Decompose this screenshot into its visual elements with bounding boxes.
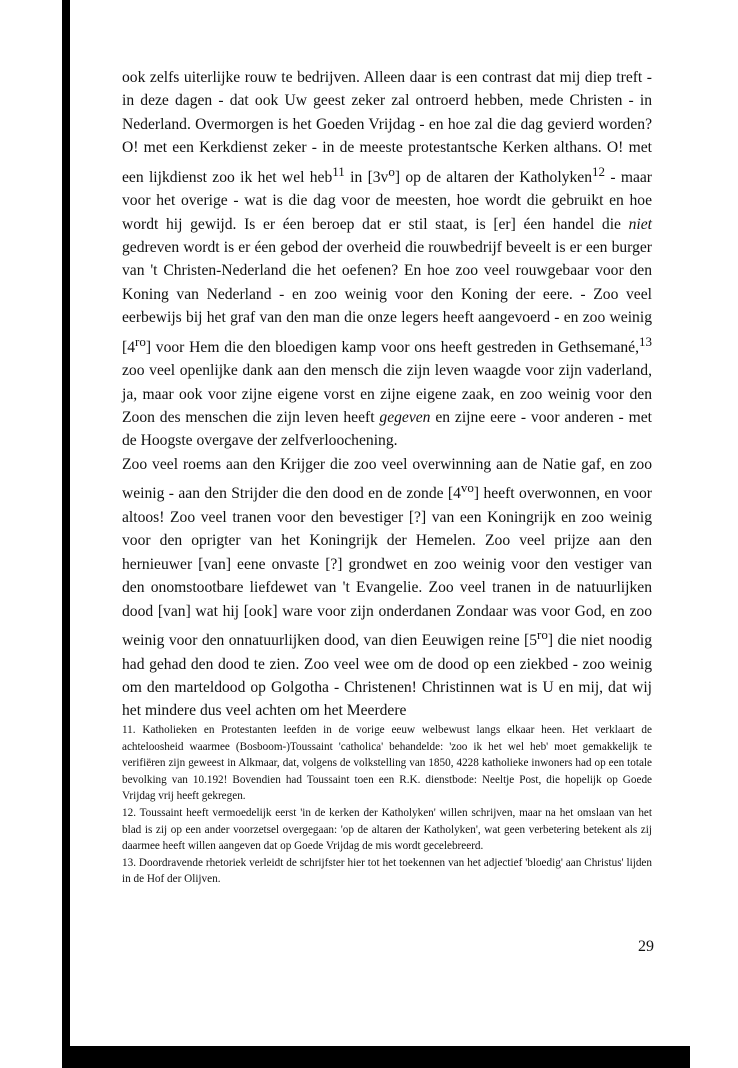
text-run: zoo veel openlijke dank aan den mensch die zijn leven waagde voor zijn vaderland, ja, maar ook voor zijne eigene vorst en zijne eigene zaak, en zoo weinig voor den Zoon des menschen die zijn leven heeft (122, 362, 652, 427)
text-run: en zijne eere - voor anderen - met de Hoogste overgave der zelfverloochening. (122, 409, 652, 450)
folio-superscript: ro (537, 626, 548, 642)
emphasis-niet: niet (628, 215, 652, 233)
emphasis-gegeven: gegeven (379, 409, 431, 427)
text-run: ] die niet noodig had gehad den dood te zien. Zoo veel wee om de dood op een ziekbed - zoo weinig om den marteldood op Golgotha - Christenen! Christinnen wat is U en mij, dat wij het mindere dus veel achten om het Meerdere (122, 632, 652, 720)
scan-edge-left (62, 0, 70, 1068)
main-text (122, 66, 652, 723)
folio-superscript: o (388, 163, 395, 179)
paragraph-1 (122, 66, 652, 453)
footnote-12: 12. Toussaint heeft vermoedelijk eerst 'in de kerken der Katholyken' willen schrijven, maar na het omslaan van het blad is zij op een ander voorzetsel overgegaan: 'op de altaren der Katholyken', wat geen verbetering betekent als zij daarmee heeft willen aangeven dat op Goede Vrijdag de mis wordt gecelebreerd. (122, 806, 652, 853)
folio-superscript: ro (135, 333, 146, 349)
text-run: gedreven wordt is er éen gebod der overheid die rouwbedrijf beveelt is er een burger van 't Christen-Nederland die het oefenen? En hoe zoo veel rouwgebaar voor den Koning van Nederland - en zoo weinig voor den Koning der eere. - Zoo veel eerbewijs bij het graf van den man die onze legers heeft aangevoerd - en zoo weinig [4 (122, 239, 652, 356)
paragraph-2 (122, 453, 652, 723)
footnote-ref-12: 12 (592, 163, 606, 179)
text-run: in [3v (344, 168, 389, 186)
scan-edge-bottom (62, 1046, 690, 1068)
text-run: Zoo veel roems aan den Krijger die zoo veel overwinning aan de Natie gaf, en zoo weinig - aan den Strijder die den dood en de zonde [4 (122, 455, 652, 503)
footnotes (122, 722, 652, 888)
text-run: ] heeft overwonnen, en voor altoos! Zoo veel tranen voor den bevestiger [?] van een Koningrijk en zoo weinig voor den oprigter van het Koningrijk der Hemelen. Zoo veel prijze aan den hernieuwer [van] eene onvaste [?] grondwet en zoo weinig voor den vestiger van den onomstootbare liefdewet van 't Evangelie. Zoo veel tranen in de natuurlijken dood [van] wat hij [ook] ware voor zijn onderdanen Zondaar was voor God, en zoo weinig voor den onnatuurlijken dood, van dien Eeuwigen reine [5 (122, 485, 652, 650)
text-run: ook zelfs uiterlijke rouw te bedrijven. Alleen daar is een contrast dat mij diep treft - in deze dagen - dat ook Uw geest zeker zal ontroerd hebben, mede Christen - in Nederland. Overmorgen is het Goeden Vrijdag - en hoe zal die dag gevierd worden? O! met een Kerkdienst zeker - in de meeste protestantsche Kerken althans. O! met een lijkdienst zoo ik het wel heb (122, 69, 652, 186)
footnote-13: 13. Doordravende rhetoriek verleidt de schrijfster hier tot het toekennen van het adjectief 'bloedig' aan Christus' lijden in de Hof der Olijven. (122, 856, 652, 886)
folio-superscript: vo (460, 480, 474, 496)
footnote-11: 11. Katholieken en Protestanten leefden in de vorige eeuw welbewust langs elkaar heen. Het verklaart de achteloosheid waarmee (Bosboom-)Toussaint 'catholica' behandelde: 'zoo ik het wel heb' moet gemakkelijk te verifiëren zijn geweest in Alkmaar, dat, volgens de volkstelling van 1850, 4228 katholieke inwoners had op een totale bevolking van 10.192! Bovendien had Toussaint toen een R.K. dienstbode: Neeltje Post, die hopelijk op Goede Vrijdag vrij heeft gekregen. (122, 724, 652, 803)
text-run: ] op de altaren der Katholyken (394, 168, 593, 186)
text-run: ] voor Hem die den bloedigen kamp voor ons heeft gestreden in Gethsemané, (145, 338, 639, 356)
footnote-ref-11: 11 (332, 163, 345, 179)
page-number: 29 (638, 938, 654, 955)
text-run: - maar voor het overige - wat is die dag voor de meesten, hoe wordt die gebruikt en hoe wordt hij gewijd. Is er éen beroep dat er stil staat, is [er] éen handel die (122, 168, 652, 233)
footnote-ref-13: 13 (639, 333, 652, 349)
